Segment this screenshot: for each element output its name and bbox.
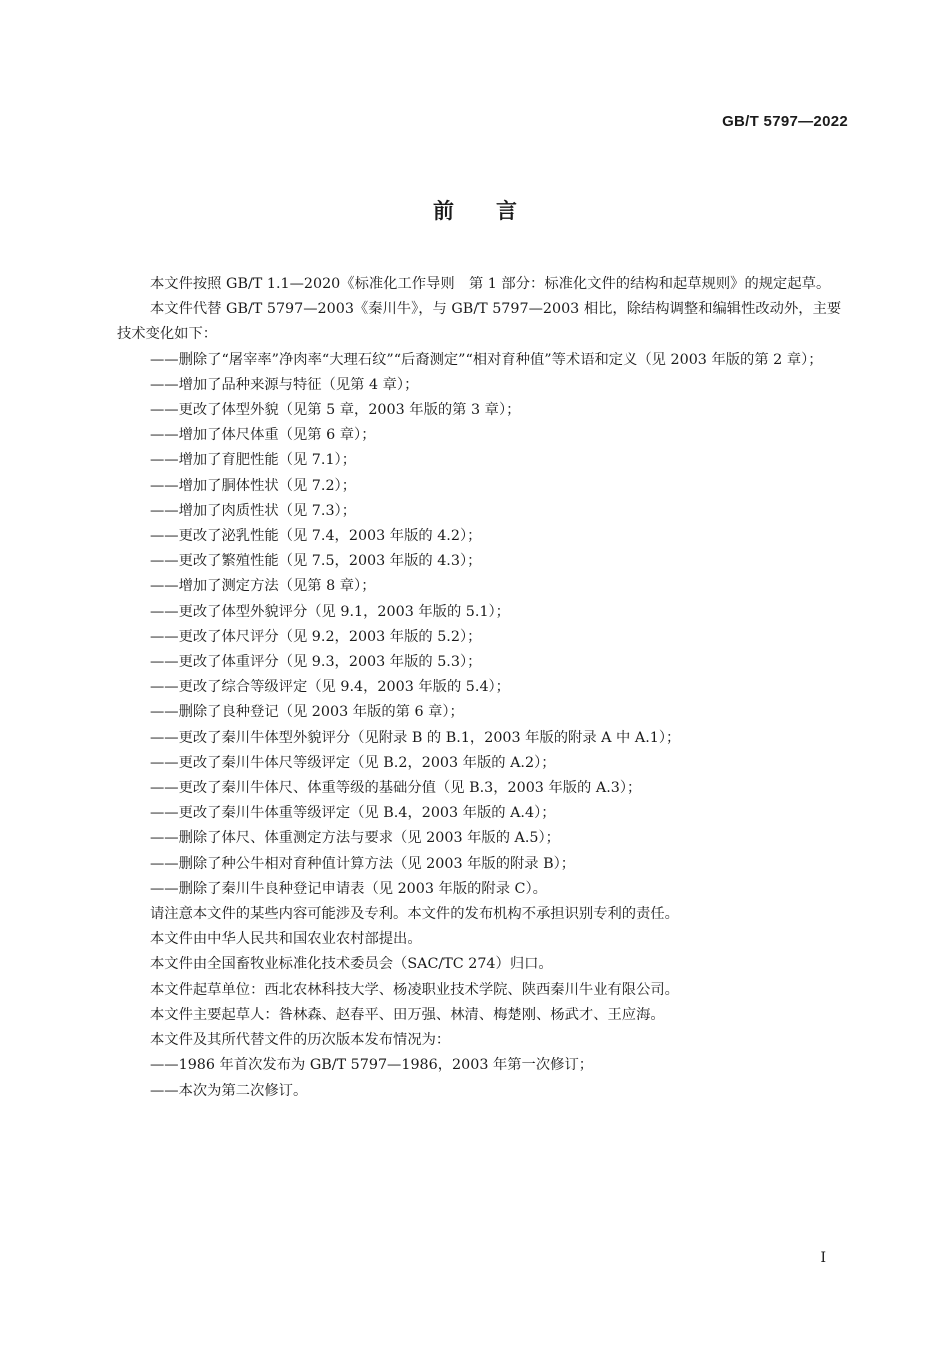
list-item: ——删除了“屠宰率”净肉率“大理石纹”“后裔测定”“相对育种值”等术语和定义（见 2003 年版的第 2 章）； <box>150 351 823 368</box>
page-number: I <box>820 1250 826 1266</box>
list-item: ——更改了泌乳性能（见 7.4，2003 年版的 4.2）； <box>150 528 482 545</box>
drafters: 本文件主要起草人：昝林森、赵春平、田万强、林清、梅楚刚、杨武才、王应海。 <box>150 1006 665 1023</box>
history-list <box>117 1053 850 1103</box>
list-item: ——增加了体尺体重（见第 6 章）； <box>150 427 376 444</box>
list-item: ——更改了秦川牛体重等级评定（见 B.4，2003 年版的 A.4）； <box>150 805 556 822</box>
list-item: ——更改了繁殖性能（见 7.5，2003 年版的 4.3）； <box>150 553 482 570</box>
list-item: ——更改了秦川牛体尺、体重等级的基础分值（见 B.3，2003 年版的 A.3）； <box>150 780 642 797</box>
document-code: GB/T 5797—2022 <box>722 113 848 130</box>
intro-paragraph: 本文件代替 GB/T 5797—2003《秦川牛》，与 GB/T 5797—2003 相比，除结构调整和编辑性改动外，主要技术变化如下： <box>117 301 842 343</box>
list-item: ——本次为第二次修订。 <box>150 1082 308 1099</box>
list-item: ——删除了秦川牛良种登记申请表（见 2003 年版的附录 C）。 <box>150 880 547 897</box>
list-item: ——更改了秦川牛体型外貌评分（见附录 B 的 B.1，2003 年版的附录 A 中 A.1）； <box>150 729 681 746</box>
list-item: ——增加了肉质性状（见 7.3）； <box>150 502 356 519</box>
committee-statement: 本文件由全国畜牧业标准化技术委员会（SAC/TC 274）归口。 <box>150 956 553 973</box>
list-item: ——更改了体型外貌（见第 5 章，2003 年版的第 3 章）； <box>150 402 521 419</box>
list-item: ——1986 年首次发布为 GB/T 5797—1986，2003 年第一次修订； <box>150 1057 594 1074</box>
intro-paragraph: 本文件按照 GB/T 1.1—2020《标准化工作导则 第 1 部分：标准化文件的结构和起草规则》的规定起草。 <box>150 276 831 292</box>
list-item: ——增加了胴体性状（见 7.2）； <box>150 477 356 494</box>
list-item: ——更改了综合等级评定（见 9.4，2003 年版的 5.4）； <box>150 679 510 696</box>
list-item: ——增加了育肥性能（见 7.1）； <box>150 452 356 469</box>
list-item: ——删除了体尺、体重测定方法与要求（见 2003 年版的 A.5）； <box>150 830 560 847</box>
drafting-units: 本文件起草单位：西北农林科技大学、杨凌职业技术学院、陕西秦川牛业有限公司。 <box>150 981 679 998</box>
list-item: ——更改了体重评分（见 9.3，2003 年版的 5.3）； <box>150 654 482 671</box>
list-item: ——更改了体尺评分（见 9.2，2003 年版的 5.2）； <box>150 628 482 645</box>
proposer-statement: 本文件由中华人民共和国农业农村部提出。 <box>150 931 422 948</box>
list-item: ——删除了良种登记（见 2003 年版的第 6 章）； <box>150 704 464 721</box>
patent-notice: 请注意本文件的某些内容可能涉及专利。本文件的发布机构不承担识别专利的责任。 <box>150 906 679 923</box>
page-title: 前言 <box>433 199 559 223</box>
foreword-body <box>117 272 850 1104</box>
changes-list <box>117 348 850 902</box>
list-item: ——删除了种公牛相对育种值计算方法（见 2003 年版的附录 B）； <box>150 855 576 872</box>
list-item: ——更改了体型外貌评分（见 9.1，2003 年版的 5.1）； <box>150 603 510 620</box>
list-item: ——增加了测定方法（见第 8 章）； <box>150 578 376 595</box>
list-item: ——增加了品种来源与特征（见第 4 章）； <box>150 376 419 393</box>
list-item: ——更改了秦川牛体尺等级评定（见 B.2，2003 年版的 A.2）； <box>150 754 556 771</box>
history-intro: 本文件及其所代替文件的历次版本发布情况为： <box>150 1032 451 1049</box>
